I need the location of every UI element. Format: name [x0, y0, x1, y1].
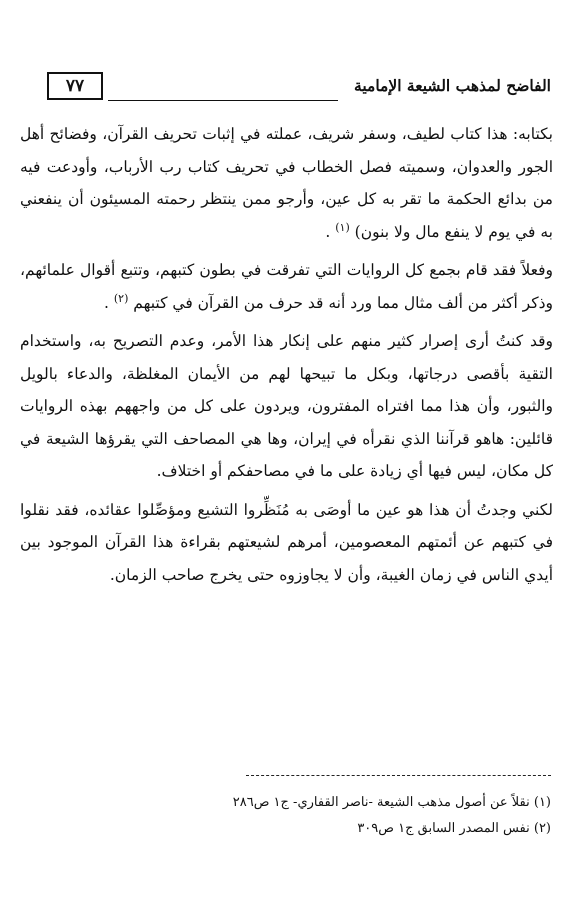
paragraph-1	[20, 118, 553, 248]
paragraph-text: وفعلاً فقد قام بجمع كل الروايات التي تفرقت في بطون كتبهم، وتتبع أقوال علمائهم، وذكر أكثر من ألف مثال مما ورد أنه قد حرف من القرآن في كتبهم	[20, 261, 553, 312]
running-title: الفاضح لمذهب الشيعة الإمامية	[354, 76, 551, 95]
paragraph-3	[20, 325, 553, 488]
paragraph-tail: .	[103, 293, 114, 312]
header-rule	[108, 100, 338, 101]
paragraph-2	[20, 254, 553, 319]
footnote-2: (٢) نفس المصدر السابق ج١ ص٣٠٩	[357, 821, 551, 836]
paragraph-text: لكني وجدتُ أن هذا هو عين ما أوصَى به مُنَظِّروا التشيع ومؤصِّلوا عقائده، فقد نقلوا في كتبهم عن أئمتهم المعصومين، أمرهم لشيعتهم بقراءة هذا القرآن الموجود بين أيدي الناس في زمان الغيبة، وأن لا يجاوزوه حتى يخرج صاحب الزمان.	[20, 500, 553, 584]
paragraph-text: وقد كنتُ أرى إصرار كثير منهم على إنكار هذا الأمر، وعدم التصريح به، واستخدام التقية بأقصى درجاتها، وبكل ما تبيحها لهم من الأيمان المغلظة، والدعاء بالويل والثبور، وأن هذا مما افتراه المفترون، ويردون على كل من واجههم بهذه الروايات قائلين: هاهو قرآننا الذي نقرأه في إيران، وها هي المصاحف التي يقرؤها الشيعة في كل مكان، ليس فيها أي زيادة على ما في مصاحفكم أو اختلاف.	[20, 332, 553, 480]
paragraph-4	[20, 494, 553, 592]
footnote-ref-2: (٢)	[113, 291, 129, 305]
page-number: ٧٧	[47, 72, 103, 100]
body-text	[20, 118, 553, 591]
footnote-1: (١) نقلاً عن أصول مذهب الشيعة -ناصر القفاري- ج١ ص٢٨٦	[232, 795, 551, 810]
footnotes	[31, 790, 551, 842]
paragraph-text: بكتابه: هذا كتاب لطيف، وسفر شريف، عملته في إثبات تحريف القرآن، وفضائح أهل الجور والعدوان، وسميته فصل الخطاب في تحريف كتاب رب الأرباب، وأودعت فيه من بدائع الحكمة ما تقر به كل عين، وأرجو ممن ينتظر رحمته المسيئون أن ينفعني به في يوم لا ينفع مال ولا بنون)	[20, 125, 553, 241]
paragraph-tail: .	[325, 222, 336, 241]
footnote-separator	[246, 775, 551, 776]
footnote-ref-1: (١)	[335, 220, 350, 234]
